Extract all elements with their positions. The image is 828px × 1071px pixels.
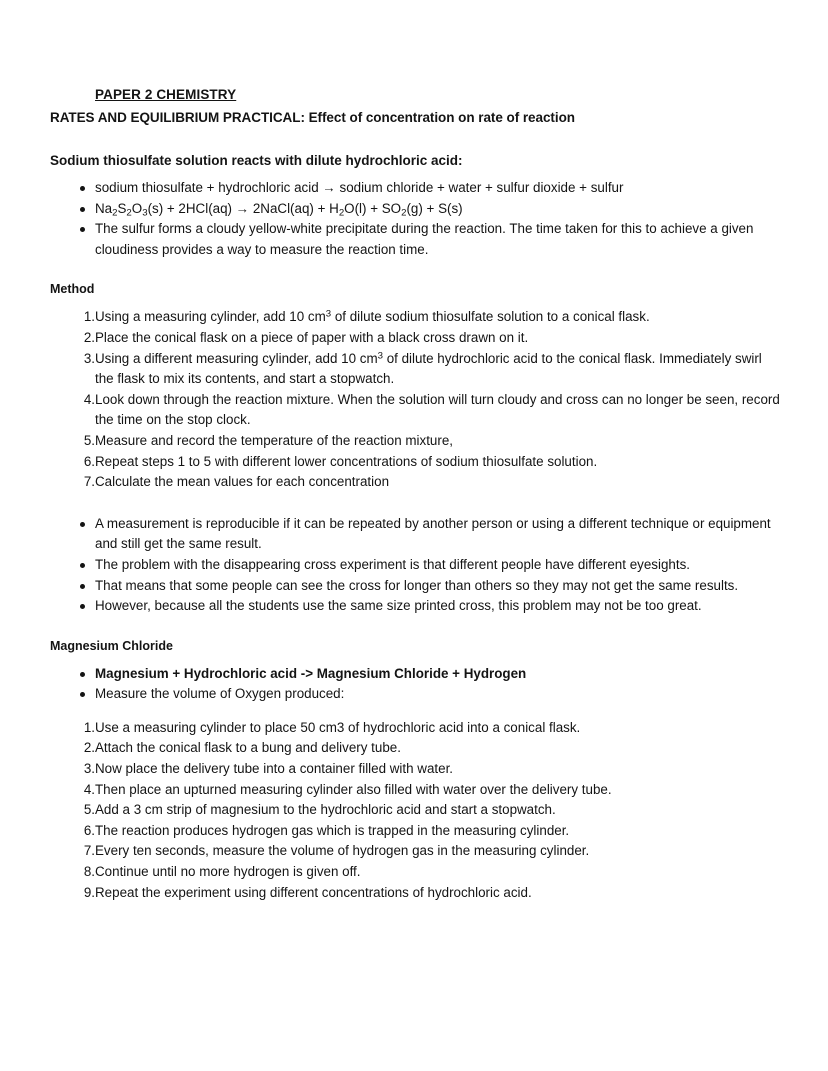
list-item: Continue until no more hydrogen is given off. [95, 864, 361, 880]
list-item: Using a different measuring cylinder, add 10 $cm^3$ of dilute hydrochloric acid to the conical flask. Immediately swirl the flask to mix its contents, and start a stopwatch. [95, 350, 762, 387]
list-item: Add a 3 cm strip of magnesium to the hydrochloric acid and start a stopwatch. [95, 802, 556, 818]
list-item: Attach the conical flask to a bung and delivery tube. [95, 740, 401, 756]
method-heading: Method [50, 282, 95, 297]
list-item: Now place the delivery tube into a container filled with water. [95, 761, 454, 777]
magnesium-heading: Magnesium Chloride [50, 638, 173, 653]
list-item: Magnesium + Hydrochloric acid -> Magnesium Chloride + Hydrogen [50, 664, 780, 685]
list-item: Measure the volume of Oxygen produced: [50, 684, 780, 705]
list-item: The problem with the disappearing cross experiment is that different people have different eyesights. [50, 555, 780, 576]
page-subtitle: RATES AND EQUILIBRIUM PRACTICAL: Effect of concentration on rate of reaction [50, 110, 575, 125]
intro-bullet-list [50, 178, 780, 260]
magnesium-step-list [50, 718, 780, 903]
list-item: Every ten seconds, measure the volume of hydrogen gas in the measuring cylinder. [95, 843, 590, 859]
list-item: sodium thiosulfate + hydrochloric acid → sodium chloride + water + sulfur dioxide + sulfur [50, 178, 780, 199]
list-item: A measurement is reproducible if it can be repeated by another person or using a different technique or equipment and still get the same result. [50, 514, 780, 555]
list-item: Using a measuring cylinder, add 10 $cm^3$ of dilute sodium thiosulfate solution to a conical flask. [95, 309, 650, 325]
list-item: The sulfur forms a cloudy yellow-white precipitate during the reaction. The time taken for this to achieve a given cloudiness provides a way to measure the reaction time. [50, 219, 780, 260]
list-item: Repeat the experiment using different concentrations of hydrochloric acid. [95, 884, 532, 900]
method-notes-list [50, 514, 780, 617]
method-step-list [50, 307, 780, 492]
list-item: The reaction produces hydrogen gas which is trapped in the measuring cylinder. [95, 822, 570, 838]
list-item: Calculate the mean values for each concentration [95, 474, 390, 490]
list-item: That means that some people can see the cross for longer than others so they may not get the same results. [50, 576, 780, 597]
list-item: Measure and record the temperature of the reaction mixture, [95, 432, 454, 448]
magnesium-bullet-list [50, 664, 780, 705]
list-item: Use a measuring cylinder to place 50 cm3 of hydrochloric acid into a conical flask. [95, 719, 581, 735]
list-item: Look down through the reaction mixture. When the solution will turn cloudy and cross can no longer be seen, record the time on the stop clock. [95, 391, 780, 428]
intro-heading: Sodium thiosulfate solution reacts with dilute hydrochloric acid: [50, 153, 463, 168]
list-item: However, because all the students use the same size printed cross, this problem may not be too great. [50, 596, 780, 617]
list-item: Place the conical flask on a piece of paper with a black cross drawn on it. [95, 329, 529, 345]
page-title: PAPER 2 CHEMISTRY [95, 87, 237, 102]
list-item: Then place an upturned measuring cylinder also filled with water over the delivery tube. [95, 781, 612, 797]
list-item: Repeat steps 1 to 5 with different lower concentrations of sodium thiosulfate solution. [95, 453, 598, 469]
list-item-equation [50, 199, 780, 220]
equation-text: $Na_2S_2O_3(s) + 2HCl(aq)$ → 2NaCl(aq) + $H_2O(l) + SO_2(g) + S(s)$ [95, 200, 463, 218]
